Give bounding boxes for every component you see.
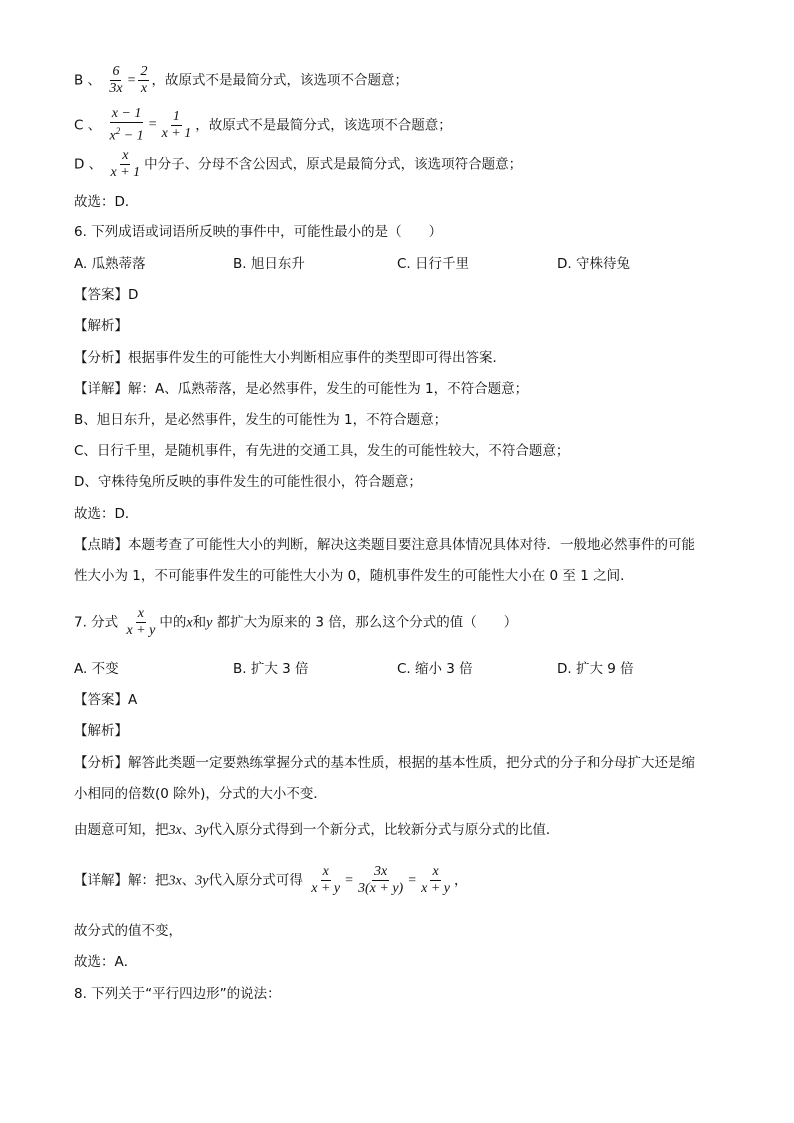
denominator: x + 1 [161, 125, 192, 141]
q6-option-a: A. 瓜熟蒂落 [74, 256, 146, 272]
option-d-prefix: D 、 [74, 156, 103, 173]
fraction [309, 864, 342, 897]
math-3y: 3y [195, 873, 209, 889]
q6-d-line: D、守株待兔所反映的事件发生的可能性很小，符合题意； [74, 474, 422, 490]
q7-option-a: A. 不变 [74, 661, 119, 677]
text: 代入原分式得到一个新分式，比较新分式与原分式的比值． [208, 822, 560, 838]
variable-x: x [186, 615, 193, 631]
numerator: 6 [112, 64, 120, 79]
q7-option-b: B. 扩大 3 倍 [233, 661, 309, 677]
q6-dianjing-line1: 【点睛】本题考查了可能性大小的判断，解决这类题目要注意具体情况具体对待．一般地必然事件的可能 [74, 537, 695, 553]
text: 【详解】解：把 [74, 872, 169, 889]
option-c-prefix: C 、 [74, 117, 102, 134]
q6-xiangjie: 【详解】解：A、瓜熟蒂落，是必然事件，发生的可能性为 1，不符合题意； [74, 381, 529, 397]
q7-xiangjie [74, 864, 468, 897]
denominator: 3x [109, 81, 123, 96]
fraction [108, 148, 142, 181]
stem-text: 和 [192, 614, 207, 631]
explanation-text: ，故原式不是最简分式，该选项不合题意； [151, 72, 408, 89]
numerator: x − 1 [111, 106, 142, 121]
denominator: x + y [126, 623, 156, 638]
q6-option-c: C. 日行千里 [397, 256, 470, 272]
equals-sign: = [127, 72, 136, 88]
denominator-base: x [109, 128, 116, 144]
q7-youti [74, 820, 559, 841]
q6-analysis-label: 【解析】 [74, 318, 128, 334]
q6-c-line: C、日行千里，是随机事件，有先进的交通工具，发生的可能性较大，不符合题意； [74, 443, 570, 459]
option-d-explanation [74, 148, 522, 181]
q7-conclusion: 故分式的值不变， [74, 923, 182, 939]
numerator: x [137, 606, 145, 621]
q7-option-c: C. 缩小 3 倍 [397, 661, 473, 677]
text: 、 [181, 872, 196, 889]
numerator: x [122, 148, 129, 163]
q6-option-b: B. 旭日东升 [233, 256, 305, 272]
fraction [124, 606, 157, 639]
variable-y: y [206, 615, 213, 631]
equals-sign: = [408, 872, 417, 888]
numerator: x [432, 864, 439, 879]
equals-sign: = [345, 872, 354, 888]
fraction [107, 64, 124, 97]
text: 、 [181, 822, 196, 838]
q7-option-d: D. 扩大 9 倍 [557, 661, 634, 677]
denominator: x + 1 [110, 165, 141, 180]
denominator: 3(x + y) [358, 881, 404, 896]
numerator: 2 [140, 64, 148, 79]
fraction [356, 864, 405, 897]
q7-analysis-label: 【解析】 [74, 723, 128, 739]
stem-text: 中的 [159, 614, 187, 631]
fraction [419, 864, 452, 897]
fraction [108, 106, 146, 145]
q6-dianjing-line2: 性大小为 1，不可能事件发生的可能性大小为 0，随机事件发生的可能性大小在 0 至 1 之间． [74, 568, 634, 584]
math-3y: 3y [195, 823, 209, 838]
q6-choice: 故选：D． [74, 506, 139, 522]
q7-stem-prefix: 7. 分式 [74, 614, 119, 631]
numerator: 3x [374, 864, 388, 879]
q7-choice: 故选：A． [74, 954, 138, 970]
q5-choice: 故选：D． [74, 194, 139, 210]
exponent: 2 [115, 126, 121, 136]
denominator-rest: − 1 [120, 128, 144, 144]
numerator: x [322, 864, 329, 879]
denominator: x [140, 81, 148, 96]
fraction [138, 64, 149, 97]
q6-fenxi: 【分析】根据事件发生的可能性大小判断相应事件的类型即可得出答案． [74, 350, 506, 366]
text: 由题意可知，把 [74, 822, 169, 838]
explanation-text: ，故原式不是最简分式，该选项不合题意； [195, 117, 452, 134]
explanation-text: 中分子、分母不含公因式，原式是最简分式，该选项符合题意； [144, 156, 523, 173]
fraction [160, 109, 194, 142]
option-c-explanation [74, 106, 452, 145]
stem-text: 都扩大为原来的 3 倍，那么这个分式的值（ ） [212, 614, 518, 631]
text: 代入原分式可得 [208, 872, 303, 889]
numerator: 1 [172, 108, 180, 124]
math-3x: 3x [168, 873, 182, 889]
q7-stem [74, 606, 517, 639]
q6-answer: 【答案】D [74, 287, 139, 303]
text: ， [454, 872, 468, 889]
denominator [108, 123, 146, 145]
q6-option-d: D. 守株待兔 [557, 256, 630, 272]
option-b-explanation [74, 64, 408, 97]
q7-fenxi-line2: 小相同的倍数(0 除外)，分式的大小不变． [74, 786, 327, 802]
denominator: x + y [421, 881, 450, 896]
option-b-prefix: B 、 [74, 72, 102, 89]
equals-sign: = [148, 117, 157, 133]
q7-fenxi-line1: 【分析】解答此类题一定要熟练掌握分式的基本性质，根据的基本性质，把分式的分子和分母扩大还是缩 [74, 755, 695, 771]
math-3x: 3x [168, 823, 182, 838]
q6-b-line: B、旭日东升，是必然事件，发生的可能性为 1，不符合题意； [74, 412, 448, 428]
q6-stem: 6. 下列成语或词语所反映的事件中，可能性最小的是（ ） [74, 224, 443, 240]
q7-answer: 【答案】A [74, 692, 138, 708]
q8-stem: 8. 下列关于“平行四边形”的说法： [74, 986, 281, 1002]
denominator: x + y [311, 881, 341, 896]
